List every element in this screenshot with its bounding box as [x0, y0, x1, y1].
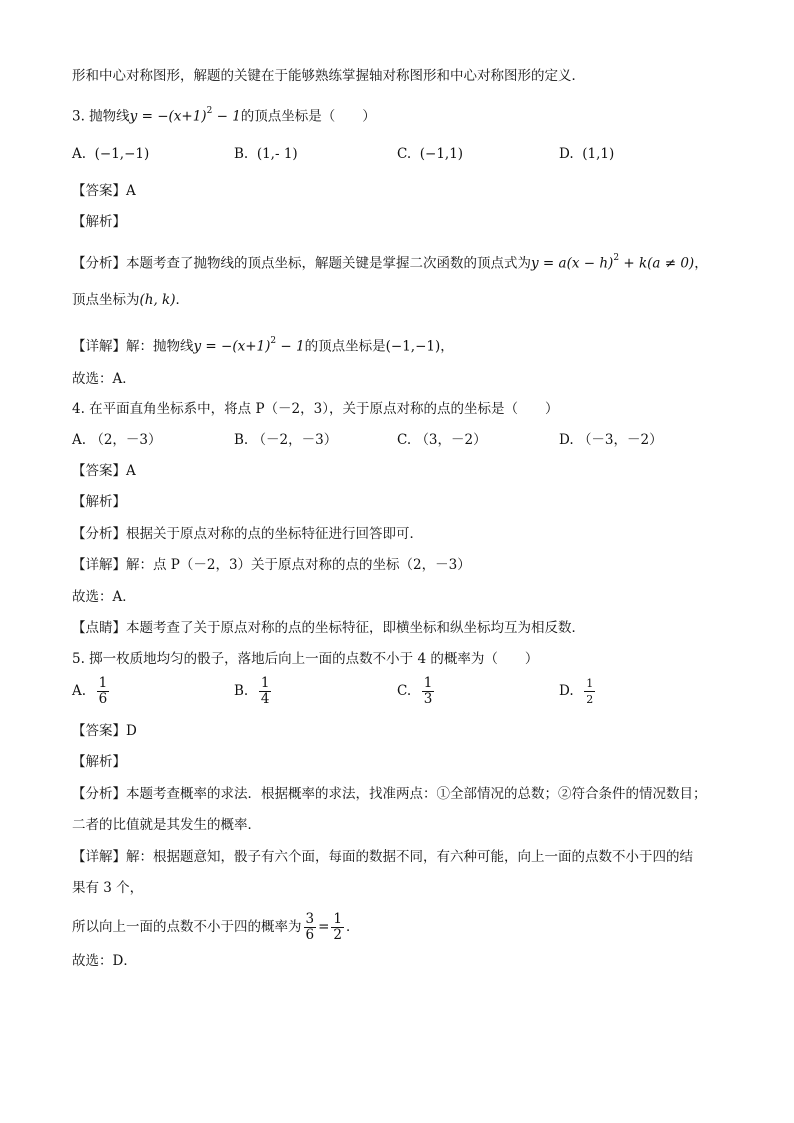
option-letter: B.: [234, 432, 249, 448]
q3-equation-tail: − 1: [212, 108, 241, 125]
q5-option-a: [72, 676, 111, 707]
q3-analysis-b-text: 顶点坐标为: [72, 292, 140, 308]
q3-detail-mid: 的顶点坐标是: [304, 338, 386, 355]
option-letter: B.: [234, 683, 249, 699]
q3-detail-equation: y = −(x+1): [193, 338, 271, 355]
fraction-denominator: 6: [98, 691, 108, 707]
fraction-one-half: [331, 912, 344, 943]
option-value: （3，－2）: [415, 432, 487, 448]
q4-answer: 【答案】A: [72, 463, 136, 479]
q3-option-b: [234, 144, 298, 164]
option-value: (−1,−1): [94, 146, 150, 162]
equals-sign: =: [318, 919, 330, 935]
vertex-form-exponent: 2: [613, 253, 620, 263]
q3-jiexi: 【解析】: [72, 214, 126, 230]
q3-detail-exponent: 2: [270, 336, 277, 346]
q3-equation-exponent: 2: [206, 106, 213, 116]
fraction-three-sixths: [304, 912, 317, 943]
q5-answer: 【答案】D: [72, 723, 137, 739]
q3-detail-equation-tail: − 1: [276, 338, 305, 355]
option-letter: A.: [72, 432, 87, 448]
q3-analysis-comma: ，: [694, 255, 708, 272]
q5-option-b: [234, 676, 273, 707]
q3-analysis: [72, 250, 708, 274]
q3-stem: [72, 103, 376, 127]
fraction-denominator: 2: [333, 927, 342, 943]
intro-text: 形和中心对称图形，解题的关键在于能够熟练掌握轴对称图形和中心对称图形的定义．: [72, 68, 585, 84]
q3-analysis-text: 【分析】本题考查了抛物线的顶点坐标，解题关键是掌握二次函数的顶点式为: [72, 255, 531, 272]
q5-detail-line2: 果有 3 个，: [72, 880, 144, 896]
option-letter: C.: [397, 146, 412, 162]
q3-detail-prefix: 【详解】解：抛物线: [72, 338, 194, 355]
q5-stem: 5. 掷一枚质地均匀的骰子，落地后向上一面的点数不小于 4 的概率为（ ）: [72, 651, 539, 667]
q5-option-d: [559, 676, 597, 707]
q3-equation: y = −(x+1): [129, 108, 207, 125]
fraction-denominator: 6: [305, 927, 315, 943]
q5-analysis-line2: 二者的比值就是其发生的概率．: [72, 817, 261, 833]
option-value: （2，－3）: [90, 432, 162, 448]
vertex-form-equation: y = a(x − h): [531, 255, 614, 272]
q4-choose: 故选：A．: [72, 589, 136, 605]
option-letter: D.: [559, 683, 574, 699]
option-letter: D.: [559, 432, 574, 448]
q5-detail-line3: [72, 912, 360, 943]
q3-answer: 【答案】A: [72, 183, 136, 199]
fraction-numerator: 1: [260, 675, 270, 691]
q3-stem-prefix: 3. 抛物线: [72, 108, 130, 125]
q4-option-c: [397, 430, 487, 450]
fraction-numerator: 1: [333, 911, 342, 927]
q5-detail-line1: 【详解】解：根据题意知，骰子有六个面，每面的数据不同，有六种可能，向上一面的点数不小于四的结: [72, 849, 693, 865]
fraction: [422, 676, 435, 707]
q3-analysis-line2: [72, 290, 189, 310]
fraction: [97, 676, 110, 707]
option-letter: A.: [72, 683, 87, 699]
option-value: （－2，－3）: [252, 432, 338, 448]
q3-option-d: [559, 144, 614, 164]
q5-detail-text: 所以向上一面的点数不小于四的概率为: [72, 919, 302, 935]
option-letter: C.: [397, 432, 412, 448]
q3-detail-coordinate: (−1,−1): [385, 338, 441, 355]
fraction-numerator: 1: [423, 675, 433, 691]
q4-analysis: 【分析】根据关于原点对称的点的坐标特征进行回答即可．: [72, 526, 423, 542]
option-value: （－3，－2）: [577, 432, 663, 448]
q4-detail: 【详解】解：点 P（－2，3）关于原点对称的点的坐标（2，－3）: [72, 557, 471, 573]
q5-option-c: [397, 676, 436, 707]
option-letter: A.: [72, 146, 87, 162]
option-letter: D.: [559, 146, 574, 162]
vertex-form-tail: + k(a ≠ 0): [619, 255, 695, 272]
q3-detail-end: ，: [440, 338, 454, 355]
option-letter: B.: [234, 146, 249, 162]
q4-comment: 【点睛】本题考查了关于原点对称的点的坐标特征，即横坐标和纵坐标均互为相反数．: [72, 620, 585, 636]
q4-stem: 4. 在平面直角坐标系中，将点 P（－2，3），关于原点对称的点的坐标是（ ）: [72, 401, 559, 417]
fraction-numerator: 1: [586, 677, 594, 690]
vertex-coordinate: (h, k): [139, 292, 176, 308]
fraction-numerator: 1: [98, 675, 108, 691]
fraction: [584, 676, 595, 707]
q3-choose: 故选：A．: [72, 371, 136, 387]
q5-analysis-line1: 【分析】本题考查概率的求法．根据概率的求法，找准两点：①全部情况的总数；②符合条件的情况数目；: [72, 786, 707, 802]
q5-choose: 故选：D．: [72, 953, 137, 969]
q3-analysis-b-end: ．: [175, 292, 189, 308]
fraction-denominator: 3: [423, 691, 433, 707]
q5-jiexi: 【解析】: [72, 754, 126, 770]
q3-detail: [72, 333, 454, 357]
fraction: [259, 676, 272, 707]
q4-jiexi: 【解析】: [72, 494, 126, 510]
option-value: (1,1): [582, 146, 615, 162]
option-letter: C.: [397, 683, 412, 699]
fraction-denominator: 2: [586, 693, 594, 706]
option-value: (1,- 1): [256, 146, 298, 162]
q4-option-a: [72, 430, 162, 450]
q4-option-b: [234, 430, 337, 450]
option-value: (−1,1): [419, 146, 464, 162]
q3-option-a: [72, 144, 149, 164]
fraction-denominator: 4: [260, 691, 270, 707]
q3-option-c: [397, 144, 463, 164]
q4-option-d: [559, 430, 663, 450]
q5-detail-end: ．: [346, 919, 360, 935]
q3-stem-suffix: 的顶点坐标是（ ）: [240, 108, 376, 125]
fraction-numerator: 3: [305, 911, 315, 927]
